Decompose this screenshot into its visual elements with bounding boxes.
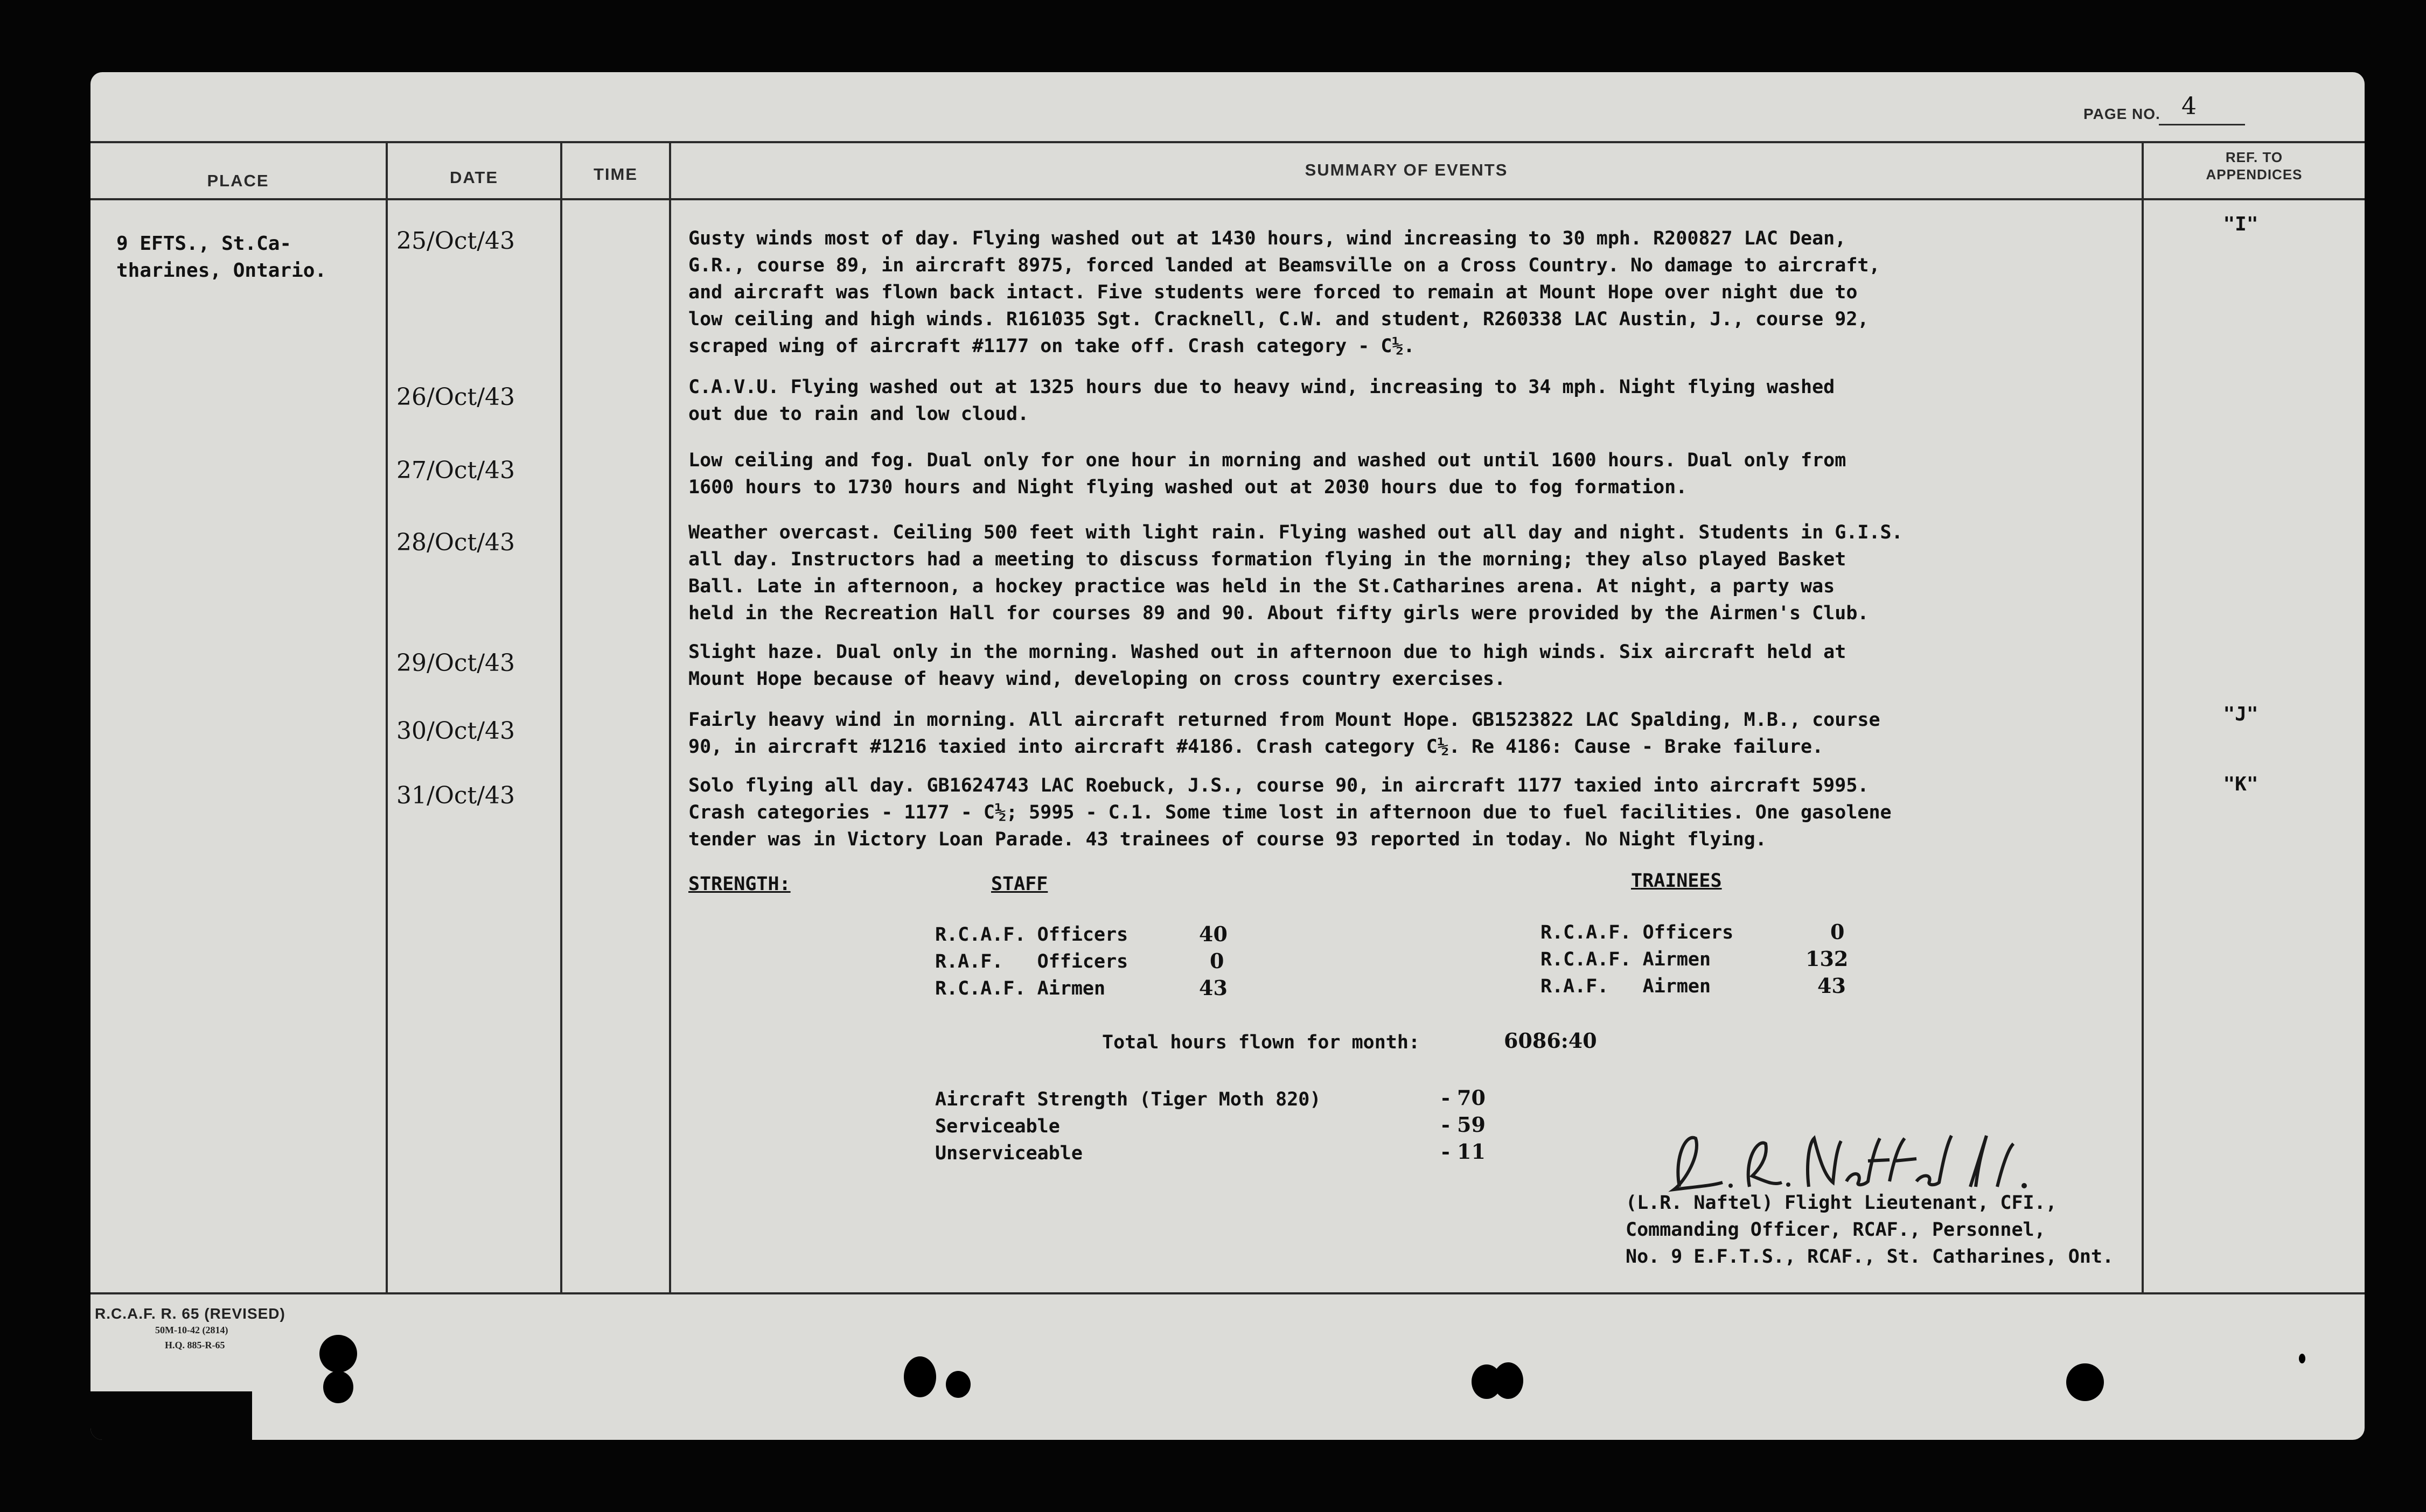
punch-hole — [2066, 1363, 2104, 1401]
trainees-row-label: R.C.A.F. Airmen — [1540, 949, 1711, 970]
entry-summary: Fairly heavy wind in morning. All aircraft returned from Mount Hope. GB1523822 LAC Spalding, M.B., course 90, in aircraft #1216 taxied into aircraft #4186. Crash category C½. Re 4186: Cause - Brake failure. — [688, 709, 1880, 758]
entry-date: 30/Oct/43 — [396, 717, 515, 745]
trainees-row-label: R.C.A.F. Officers — [1540, 922, 1734, 943]
aircraft-row-value: - 70 — [1441, 1086, 1486, 1110]
punch-hole — [1493, 1362, 1523, 1399]
header-ref: REF. TO APPENDICES — [2206, 149, 2303, 183]
entry-date: 29/Oct/43 — [396, 649, 515, 677]
entry-date: 26/Oct/43 — [396, 383, 515, 411]
page-no-label: PAGE NO. — [2083, 106, 2160, 122]
page-no-value: 4 — [2181, 93, 2197, 120]
entry-date: 28/Oct/43 — [396, 529, 515, 556]
sheet-corner-shadow — [90, 1391, 252, 1440]
punch-hole — [2299, 1354, 2305, 1363]
column-divider-time — [669, 141, 671, 1293]
place-text: 9 EFTS., St.Ca- tharines, Ontario. — [116, 233, 327, 282]
signature-line: Commanding Officer, RCAF., Personnel, — [1626, 1219, 2046, 1241]
total-hours-value: 6086:40 — [1504, 1028, 1597, 1053]
header-bottom-rule — [90, 198, 2365, 200]
handwritten-signature — [1663, 1122, 2051, 1203]
entry-summary: Low ceiling and fog. Dual only for one hour in morning and washed out until 1600 hours. Dual only from 1600 hours to 1730 hours and Night flying washed out at 2030 hours due to fog formation. — [688, 450, 1846, 498]
signature-line: (L.R. Naftel) Flight Lieutenant, CFI., — [1626, 1192, 2057, 1214]
staff-row-value: 43 — [1199, 976, 1228, 1000]
header-time: TIME — [593, 165, 638, 184]
entry-summary: Gusty winds most of day. Flying washed out at 1430 hours, wind increasing to 30 mph. R200827 LAC Dean, G.R., course 89, in aircraft 8975, forced landed at Beamsville on a Cross Country. No damage to aircraft, and aircraft was flown back intact. Five students were forced to remain at Mount Hope over night due to low ceiling and high winds. R161035 Sgt. Cracknell, C.W. and student, R260338 LAC Austin, J., course 92, scraped wing of aircraft #1177 on take off. Crash category - C½. — [688, 228, 1880, 357]
entry-date: 31/Oct/43 — [396, 782, 515, 809]
aircraft-row-label: Serviceable — [935, 1116, 1060, 1137]
strength-label: STRENGTH: — [688, 873, 791, 895]
entry-date: 27/Oct/43 — [396, 457, 515, 484]
trainees-title: TRAINEES — [1631, 870, 1722, 892]
header-summary: SUMMARY OF EVENTS — [1305, 160, 1508, 179]
staff-row-label: R.C.A.F. Airmen — [935, 978, 1106, 999]
appendix-ref: "K" — [2223, 773, 2258, 795]
aircraft-row-value: - 59 — [1441, 1112, 1486, 1137]
aircraft-row-value: - 11 — [1441, 1139, 1486, 1164]
appendix-ref: "J" — [2223, 703, 2258, 725]
entry-summary: Solo flying all day. GB1624743 LAC Roebuck, J.S., course 90, in aircraft 1177 taxied into aircraft 5995. Crash categories - 1177 - C½; 5995 - C.1. Some time lost in afternoon due to fuel facilities. One gasolene tender was in Victory Loan Parade. 43 trainees of course 93 reported in today. No Night flying. — [688, 775, 1892, 850]
staff-row-label: R.A.F. Officers — [935, 951, 1128, 972]
column-divider-date — [560, 141, 562, 1293]
punch-hole — [904, 1356, 936, 1397]
trainees-row-value: 132 — [1805, 947, 1849, 971]
total-hours-label: Total hours flown for month: — [1102, 1032, 1420, 1053]
column-divider-place — [386, 141, 388, 1293]
staff-row-label: R.C.A.F. Officers — [935, 924, 1128, 946]
form-print-code: 50M-10-42 (2814) — [155, 1325, 228, 1335]
trainees-row-value: 0 — [1830, 920, 1845, 944]
entry-summary: Weather overcast. Ceiling 500 feet with light rain. Flying washed out all day and night. Students in G.I.S. all day. Instructors had a meeting to discuss formation flying in the morning; they also played Basket Ball. Late in afternoon, a hockey practice was held in the St.Catharines arena. At night, a party was held in the Recreation Hall for courses 89 and 90. About fifty girls were provided by the Airmen's Club. — [688, 522, 1903, 624]
entry-summary: Slight haze. Dual only in the morning. Washed out in afternoon due to high winds. Six aircraft held at Mount Hope because of heavy wind, developing on cross country exercises. — [688, 641, 1846, 690]
staff-row-value: 40 — [1199, 922, 1228, 946]
staff-title: STAFF — [991, 873, 1048, 895]
page-no-rule — [2159, 124, 2245, 125]
header-date: DATE — [449, 168, 499, 187]
entry-summary: C.A.V.U. Flying washed out at 1325 hours due to heavy wind, increasing to 34 mph. Night flying washed out due to rain and low cloud. — [688, 376, 1835, 425]
trainees-row-value: 43 — [1817, 974, 1846, 998]
document-sheet — [90, 72, 2365, 1440]
header-place: PLACE — [207, 171, 269, 190]
entry-date: 25/Oct/43 — [396, 227, 515, 255]
form-number: R.C.A.F. R. 65 (REVISED) — [95, 1305, 285, 1322]
form-hq-code: H.Q. 885-R-65 — [165, 1340, 225, 1350]
trainees-row-label: R.A.F. Airmen — [1540, 976, 1711, 997]
footer-rule — [90, 1292, 2365, 1294]
appendix-ref: "I" — [2223, 213, 2258, 235]
aircraft-row-label: Aircraft Strength (Tiger Moth 820) — [935, 1089, 1321, 1110]
header-top-rule — [90, 141, 2365, 143]
punch-hole — [319, 1335, 357, 1373]
signature-line: No. 9 E.F.T.S., RCAF., St. Catharines, Ont. — [1626, 1246, 2114, 1268]
punch-hole — [323, 1371, 353, 1403]
punch-hole — [946, 1371, 971, 1398]
staff-row-value: 0 — [1210, 949, 1224, 973]
aircraft-row-label: Unserviceable — [935, 1143, 1083, 1164]
